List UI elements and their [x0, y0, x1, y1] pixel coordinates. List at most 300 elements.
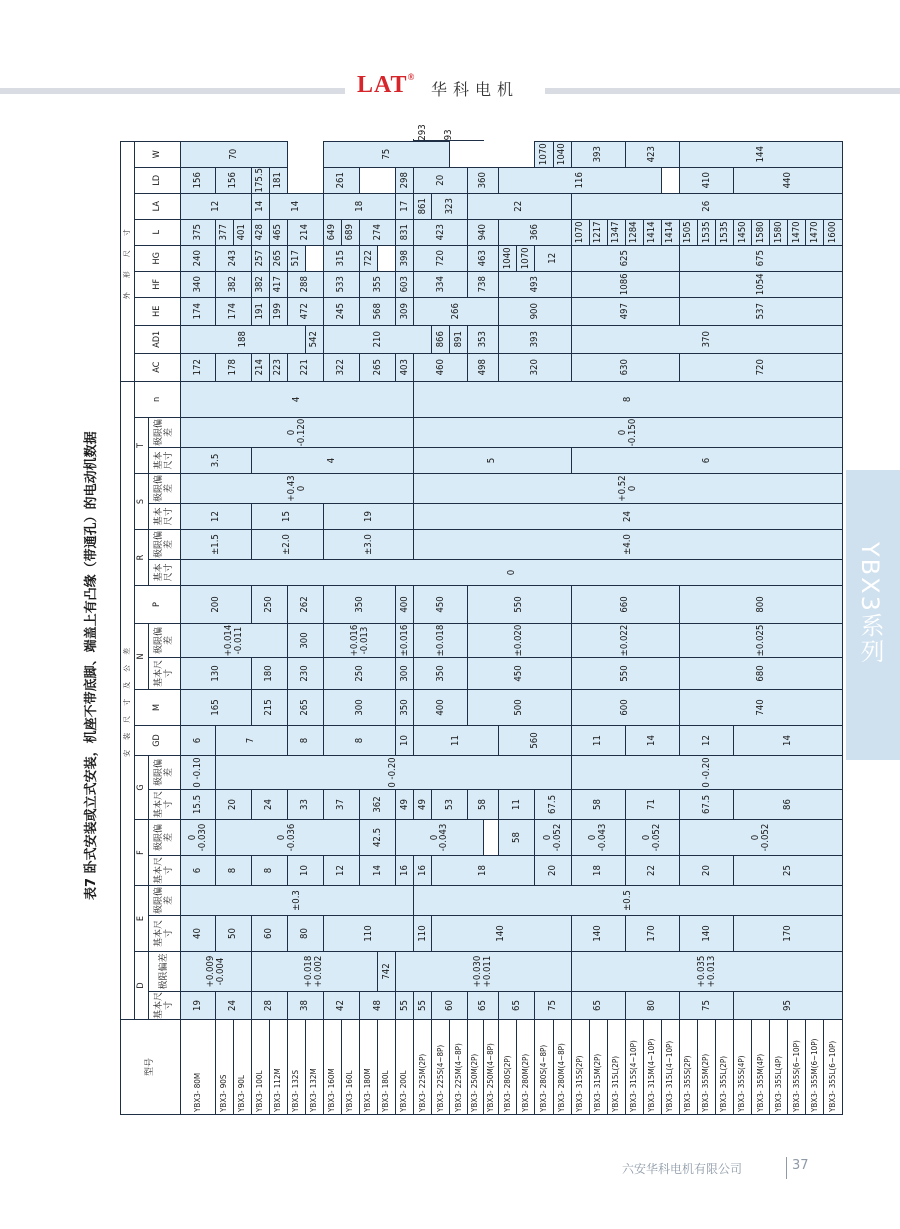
g-cell: 86 — [734, 790, 843, 820]
m-cell: 500 — [468, 690, 571, 726]
n-tol-cell: ±0.022 — [571, 624, 679, 658]
t-cell: 5 — [414, 448, 571, 474]
header-tol: 极限偏差 — [149, 820, 181, 856]
l-cell: 1040 — [499, 245, 517, 271]
gd-cell: 8 — [323, 726, 395, 756]
e-cell: 50 — [215, 916, 251, 952]
he-cell: 199 — [269, 297, 287, 325]
e-cell: 140 — [679, 916, 733, 952]
gd-cell: 10 — [396, 726, 414, 756]
hg-cell: 355 — [360, 271, 396, 297]
l-cell: 831 — [396, 219, 414, 245]
hg-cell: 288 — [287, 271, 323, 297]
p-cell: 660 — [571, 586, 679, 624]
header-S: S — [135, 474, 149, 530]
brand-name: 华科电机 — [431, 80, 520, 99]
hf-cell: 472 — [287, 297, 323, 325]
l-cell: 1070 — [571, 219, 589, 245]
gd-cell: 14 — [734, 726, 843, 756]
model-cell: YBX3- 355M(2P) — [698, 1020, 716, 1115]
model-cell: YBX3- 355M(4P) — [752, 1020, 770, 1115]
f-tol-cell: 0 -0.043 — [396, 820, 484, 856]
header-E: E — [135, 886, 149, 952]
header-T: T — [135, 418, 149, 474]
n-tol-cell: ±0.016 — [396, 624, 414, 658]
d-tol-cell: +0.018 +0.002 — [251, 952, 377, 992]
header-tol: 极限偏差 — [149, 886, 181, 916]
s-cell: 15 — [251, 504, 323, 530]
t-cell: 3.5 — [181, 448, 252, 474]
f-tol-cell: 0 -0.052 — [625, 820, 679, 856]
l-cell: 1470 — [788, 219, 806, 245]
header-basic: 基本尺寸 — [149, 790, 181, 820]
l-cell: 1284 — [625, 219, 643, 245]
e-cell: 140 — [571, 916, 625, 952]
model-cell: YBX3- 180M — [360, 1020, 378, 1115]
f-tol-cell: 0 -0.052 — [535, 820, 571, 856]
header-basic: 基本尺寸 — [149, 916, 181, 952]
n-cell: 300 — [396, 658, 414, 690]
e-cell: 80 — [287, 916, 323, 952]
la-cell: 22 — [468, 193, 571, 219]
ld-cell: 423 — [625, 141, 679, 167]
e-cell: 110 — [414, 916, 432, 952]
model-cell: YBX3- 355S(4P) — [734, 1020, 752, 1115]
l-cell: 542 — [305, 325, 323, 353]
l-cell: 1450 — [734, 219, 752, 245]
ld-cell: 360 — [468, 167, 499, 193]
header-tol: 极限偏差 — [149, 418, 181, 448]
hf-cell: 1086 — [571, 271, 679, 297]
model-cell: YBX3- 180L — [378, 1020, 396, 1115]
gd-cell: 11 — [571, 726, 625, 756]
e-cell: 140 — [432, 916, 571, 952]
l-cell: 465 — [269, 219, 287, 245]
gd-cell: 7 — [215, 726, 287, 756]
f-cell: 6 — [181, 856, 216, 886]
d-cell: 38 — [287, 992, 323, 1020]
d-tol-cell: +0.030 +0.011 — [396, 952, 571, 992]
header-R: R — [135, 530, 149, 586]
holes-cell: 8 — [414, 381, 843, 417]
d-cell: 60 — [432, 992, 468, 1020]
r-tol-cell: ±4.0 — [414, 530, 843, 560]
ld-cell: 156 — [181, 167, 216, 193]
f-cell: 14 — [360, 856, 396, 886]
hf-cell: 382 — [251, 271, 269, 297]
ld-cell: 410 — [679, 167, 733, 193]
gd-cell: 8 — [287, 726, 323, 756]
l-cell: 1600 — [824, 219, 843, 245]
ac-cell: 362 — [360, 790, 396, 820]
hf-cell: 568 — [360, 297, 396, 325]
f-cell: 22 — [625, 856, 679, 886]
e-cell: 40 — [181, 916, 216, 952]
gd-cell: 12 — [679, 726, 733, 756]
g-cell: 67.5 — [679, 790, 733, 820]
model-cell: YBX3- 250M(2P) — [468, 1020, 483, 1115]
model-cell: YBX3- 90L — [233, 1020, 251, 1115]
model-cell: YBX3- 160L — [341, 1020, 359, 1115]
hf-cell: 1054 — [679, 271, 842, 297]
f-cell: 18 — [571, 856, 625, 886]
g-cell: 42.5 — [360, 820, 396, 856]
w-cell: 70 — [181, 141, 288, 167]
table-caption: 表7 卧式安装或立式安装，机座不带底脚、端盖上有凸缘（带通孔）的电动机数据 — [84, 431, 99, 900]
hg-cell: 625 — [571, 245, 679, 271]
l-cell: 1470 — [806, 219, 824, 245]
header-G: G — [135, 756, 149, 820]
ld-cell: 175.5 — [251, 167, 269, 193]
e-tol-cell: ±0.3 — [181, 886, 414, 916]
f-cell: 10 — [287, 856, 323, 886]
model-cell: YBX3- 355L(4P) — [770, 1020, 788, 1115]
g-cell: 58 — [468, 790, 499, 820]
header-LA: LA — [135, 193, 181, 219]
l-cell: 861 — [414, 193, 432, 219]
f-cell: 25 — [734, 856, 843, 886]
n-tol-cell: ±0.025 — [679, 624, 842, 658]
he-cell: 174 — [215, 297, 251, 325]
header-n: n — [135, 381, 181, 417]
l-cell: 1414 — [661, 219, 679, 245]
f-tol-cell: 0 -0.036 — [215, 820, 360, 856]
model-cell: YBX3- 355L(6~10P) — [824, 1020, 843, 1115]
model-cell: YBX3- 112M — [269, 1020, 287, 1115]
header-tol: 极限偏差 — [149, 530, 181, 560]
d-cell: 95 — [734, 992, 843, 1020]
ac-cell: 178 — [215, 353, 251, 381]
model-cell: YBX3- 315M(2P) — [589, 1020, 607, 1115]
m-cell: 265 — [287, 690, 323, 726]
la-cell: 26 — [571, 193, 842, 219]
t-tol-cell: 0 -0.150 — [414, 418, 843, 448]
t-cell: 4 — [251, 448, 414, 474]
p-cell: 200 — [181, 586, 252, 624]
g-tol-cell: 0 -0.10 — [181, 756, 216, 790]
he-cell: 309 — [396, 297, 414, 325]
he-cell: 221 — [287, 353, 323, 381]
p-cell: 400 — [396, 586, 414, 624]
model-cell: YBX3- 315S(4~10P) — [625, 1020, 643, 1115]
model-cell: YBX3- 250M(4~8P) — [483, 1020, 498, 1115]
footer-divider — [786, 1157, 787, 1179]
d-cell: 65 — [571, 992, 625, 1020]
header-P: P — [135, 586, 181, 624]
n-tol-cell: +0.016 -0.013 — [323, 624, 395, 658]
hg-cell: 315 — [323, 245, 359, 271]
ac-cell: 560 — [499, 726, 571, 756]
hf-cell: 417 — [269, 271, 287, 297]
ac-cell: 720 — [679, 353, 842, 381]
l-cell: 517 — [287, 245, 305, 271]
ld-cell: 393 — [571, 141, 625, 167]
gd-cell: 14 — [625, 726, 679, 756]
w-cell: 116 — [499, 167, 662, 193]
header-tol: 极限偏差 — [149, 474, 181, 504]
ac-cell: 214 — [251, 353, 269, 381]
logo-block — [345, 72, 545, 102]
l-cell: 1535 — [716, 219, 734, 245]
model-cell: YBX3- 315L(2P) — [607, 1020, 625, 1115]
w-cell: 75 — [323, 141, 449, 167]
ld-cell: 323 — [432, 193, 468, 219]
f-cell: 8 — [251, 856, 287, 886]
holes-cell: 4 — [181, 381, 414, 417]
footer-company: 六安华科电机有限公司 — [622, 1162, 743, 1176]
model-cell: YBX3- 280S(4~8P) — [535, 1020, 553, 1115]
d-tol-cell: +0.035 +0.013 — [571, 952, 842, 992]
l-cell: 377 — [215, 219, 233, 245]
d-cell: 65 — [468, 992, 499, 1020]
n-cell: 450 — [468, 658, 571, 690]
r-tol-cell: ±2.0 — [251, 530, 323, 560]
ld-cell: 261 — [323, 167, 359, 193]
model-cell: YBX3- 160M — [323, 1020, 341, 1115]
r-tol-cell: ±1.5 — [181, 530, 252, 560]
e-cell: 170 — [625, 916, 679, 952]
f-cell: 8 — [215, 856, 251, 886]
ad1-cell: 210 — [323, 325, 431, 353]
la-cell: 18 — [323, 193, 395, 219]
d-cell: 28 — [251, 992, 287, 1020]
hg-cell: 243 — [215, 245, 251, 271]
g-cell: 71 — [625, 790, 679, 820]
p-cell: 450 — [414, 586, 468, 624]
d-cell: 75 — [535, 992, 571, 1020]
header-basic: 基本尺寸 — [149, 448, 181, 474]
f-cell: 20 — [679, 856, 733, 886]
d-tol-cell: +0.009 -0.004 — [181, 952, 252, 992]
s-cell: 19 — [323, 504, 413, 530]
d-cell: 80 — [625, 992, 679, 1020]
series-label: YBX3系列 — [856, 542, 884, 665]
p-cell: 350 — [323, 586, 395, 624]
he-cell: 537 — [679, 297, 842, 325]
model-cell: YBX3- 80M — [181, 1020, 216, 1115]
header-AD1: AD1 — [135, 325, 181, 353]
e-tol-cell: ±0.5 — [414, 886, 843, 916]
ld-cell: 214 — [287, 219, 323, 245]
e-cell: 170 — [734, 916, 843, 952]
ad1-cell: 188 — [181, 325, 306, 353]
hg-cell: 493 — [499, 271, 571, 297]
ac-cell: 498 — [468, 353, 499, 381]
hg-cell: 675 — [679, 245, 842, 271]
hg-cell: 423 — [414, 219, 468, 245]
f-tol-cell: 0 -0.052 — [679, 820, 842, 856]
d-cell: 55 — [414, 992, 432, 1020]
f-cell: 20 — [535, 856, 571, 886]
p-cell: 250 — [251, 586, 287, 624]
l-cell: 1505 — [679, 219, 697, 245]
ld-cell: 298 — [396, 167, 414, 193]
model-cell: YBX3- 132M — [305, 1020, 323, 1115]
e-cell: 110 — [323, 916, 413, 952]
model-cell: YBX3- 315L(4~10P) — [661, 1020, 679, 1115]
hg-cell: 240 — [181, 245, 216, 271]
model-cell: YBX3- 225S(4~8P) — [432, 1020, 450, 1115]
hg-cell: 398 — [396, 245, 414, 271]
l-cell: 1040 — [553, 141, 571, 167]
m-cell: 400 — [414, 690, 468, 726]
l-cell: 1580 — [752, 219, 770, 245]
g-cell: 67.5 — [535, 790, 571, 820]
model-cell: YBX3- 90S — [215, 1020, 233, 1115]
l-cell: 689 — [341, 219, 359, 245]
model-cell: YBX3- 280S(2P) — [499, 1020, 517, 1115]
f-tol-cell: 0 -0.030 — [181, 820, 216, 856]
g-tol-cell: 0 -0.20 — [215, 756, 571, 790]
r-tol-cell: ±3.0 — [323, 530, 413, 560]
g-cell: 49 — [396, 790, 414, 820]
s-cell: 12 — [181, 504, 252, 530]
hg-cell: 463 — [468, 245, 499, 271]
p-cell: 550 — [468, 586, 571, 624]
model-cell: YBX3- 315M(4~10P) — [643, 1020, 661, 1115]
ld-cell: 440 — [734, 167, 843, 193]
model-cell: YBX3- 225M(2P) — [414, 1020, 432, 1115]
g-cell: 15.5 — [181, 790, 216, 820]
model-cell: YBX3- 280M(4~8P) — [553, 1020, 571, 1115]
g-cell: 58 — [499, 820, 535, 856]
header-L: L — [135, 219, 181, 245]
hf-cell: 720 — [414, 245, 468, 271]
d-cell: 42 — [323, 992, 359, 1020]
he-cell: 497 — [571, 297, 679, 325]
n-tol-cell: +0.014 -0.011 — [181, 624, 288, 658]
header-HG: HG — [135, 245, 181, 271]
hg-cell: 257 — [251, 245, 269, 271]
model-cell: YBX3- 200L — [396, 1020, 414, 1115]
gd-cell: 11 — [499, 790, 535, 820]
l-cell: 891 — [450, 325, 468, 353]
header-W: W — [135, 141, 181, 167]
gd-cell: 11 — [414, 726, 499, 756]
hf-cell: 533 — [323, 271, 359, 297]
hf-cell: 603 — [396, 271, 414, 297]
ac-cell: 172 — [181, 353, 216, 381]
m-cell: 740 — [679, 690, 842, 726]
n-cell: 130 — [181, 658, 252, 690]
n-cell: 680 — [679, 658, 842, 690]
header-model: 型号 — [121, 1020, 181, 1115]
hf-cell: 340 — [181, 271, 216, 297]
m-cell: 600 — [571, 690, 679, 726]
l-cell: 428 — [251, 219, 269, 245]
header-LD: LD — [135, 167, 181, 193]
d-cell: 65 — [499, 992, 535, 1020]
series-side-tab — [846, 470, 900, 760]
f-cell: 16 — [414, 856, 432, 886]
l-cell: 866 — [432, 325, 450, 353]
g-cell: 49 — [414, 790, 432, 820]
n-cell: 180 — [251, 658, 287, 690]
ld-cell: 181 — [269, 167, 287, 193]
g-tol-cell: 0 -0.20 — [571, 756, 842, 790]
f-cell: 18 — [432, 856, 535, 886]
header-basic: 基本尺寸 — [149, 560, 181, 586]
ac-cell: 262 — [287, 586, 323, 624]
n-cell: 230 — [287, 658, 323, 690]
la-cell: 17 — [396, 193, 414, 219]
la-cell: 14 — [251, 193, 269, 219]
g-cell: 20 — [215, 790, 251, 820]
he-cell: 393 — [499, 325, 571, 353]
d-cell: 55 — [396, 992, 414, 1020]
s-tol-cell: +0.52 0 — [414, 474, 843, 504]
header-tol: 极限偏差 — [149, 624, 181, 658]
e-cell: 60 — [251, 916, 287, 952]
ad1-cell: 370 — [571, 325, 842, 353]
hf-cell: 900 — [499, 297, 571, 325]
model-cell: YBX3- 132S — [287, 1020, 305, 1115]
hf-cell: 382 — [215, 271, 251, 297]
he-cell: 334 — [414, 271, 468, 297]
he-cell: 265 — [360, 353, 396, 381]
g-cell: 33 — [287, 790, 323, 820]
header-tol: 极限偏差 — [149, 756, 181, 790]
ld-cell: 156 — [215, 167, 251, 193]
g-cell: 37 — [323, 790, 359, 820]
l-cell: 940 — [468, 219, 499, 245]
la-cell: 14 — [269, 193, 323, 219]
d-cell: 48 — [360, 992, 396, 1020]
ac-cell: 223 — [269, 353, 287, 381]
d-cell: 75 — [679, 992, 733, 1020]
page-header — [0, 66, 900, 106]
w-cell: 144 — [679, 141, 842, 167]
l-cell: 1535 — [698, 219, 716, 245]
l-cell: 742 — [378, 952, 396, 992]
model-cell: YBX3- 355M(6~10P) — [806, 1020, 824, 1115]
model-cell: YBX3- 355S(6~10P) — [788, 1020, 806, 1115]
t-cell: 6 — [571, 448, 842, 474]
d-cell: 24 — [215, 992, 251, 1020]
motor-data-table — [120, 124, 843, 1115]
he-cell: 174 — [181, 297, 216, 325]
ad1-cell: 320 — [499, 353, 571, 381]
model-cell: YBX3- 225M(4~8P) — [450, 1020, 468, 1115]
s-cell: 24 — [414, 504, 843, 530]
header-HF: HF — [135, 271, 181, 297]
l-cell: 1580 — [770, 219, 788, 245]
ac-cell: 630 — [571, 353, 679, 381]
model-cell: YBX3- 355L(2P) — [716, 1020, 734, 1115]
l-cell: 1217 — [589, 219, 607, 245]
header-install: 安 装 尺 寸 及 公 差 — [121, 381, 135, 1019]
f-cell: 12 — [323, 856, 359, 886]
gd-cell: 6 — [181, 726, 216, 756]
l-cell: 1070 — [535, 141, 553, 167]
r-cell: 0 — [181, 560, 843, 586]
header-F: F — [135, 820, 149, 886]
p-cell: 300 — [287, 624, 323, 658]
l-cell: 649 — [323, 219, 341, 245]
la-cell: 12 — [181, 193, 252, 219]
ac-cell: 460 — [414, 353, 468, 381]
model-cell: YBX3- 355S(2P) — [679, 1020, 697, 1115]
ac-cell: 322 — [323, 353, 359, 381]
l-cell: 722 — [360, 245, 378, 271]
page-number: 37 — [792, 1158, 809, 1173]
p-cell: 800 — [679, 586, 842, 624]
gd-cell: 12 — [535, 245, 571, 271]
company-logo: LAT® — [357, 72, 416, 98]
header-AC: AC — [135, 353, 181, 381]
g-cell: 58 — [571, 790, 625, 820]
n-cell: 250 — [323, 658, 395, 690]
